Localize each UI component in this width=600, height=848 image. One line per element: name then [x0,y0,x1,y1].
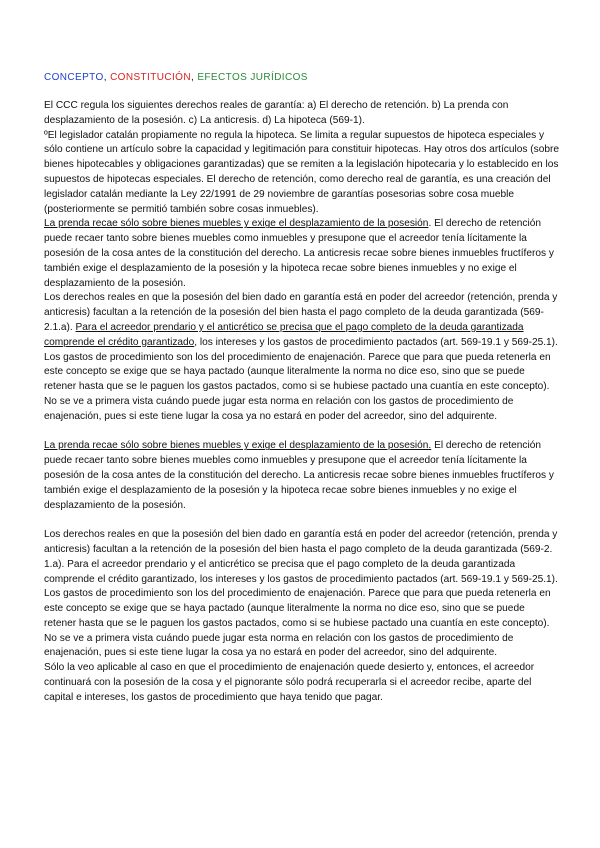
paragraph-text: , los intereses y los gastos de procedimiento pactados (art. 569-19.1 y 569-25.1). Los gastos de procedimiento son los del procedimiento de enajenación. Parece que para que pueda retenerla en este concepto se exige que se haya pactado (aunque literalmente la norma no dice eso, sino que se puede retener hasta que se le paguen los gastos pactados, como si se hubiese pactado una cuantía en este concepto). No se ve a primera vista cuándo puede jugar esta norma en relación con los gastos de procedimiento de enajenación, pues si este tiene lugar la cosa ya no estará en poder del acreedor, sino del adquirente. [44,336,558,422]
paragraph-spacer [44,425,559,440]
paragraph-spacer [44,513,559,528]
underlined-text: La prenda recae sólo sobre bienes muebles y exige el desplazamiento de la posesión [44,218,429,230]
underlined-text: Para el acreedor prendario y el anticrético se precisa que el pago completo de la deuda garantizada comprende el crédito garantizado [44,321,524,348]
paragraph-derechos-reales: El CCC regula los siguientes derechos reales de garantía: a) El derecho de retención. b) La prenda con desplazamiento de la posesión. c) La anticresis. d) La hipoteca (569-1). [44,100,509,126]
paragraph-prenda-repeat [44,439,559,513]
heading-efectos-juridicos: EFECTOS JURÍDICOS [197,72,308,83]
section-heading [44,72,308,83]
paragraph-retencion-repeat: Los derechos reales en que la posesión del bien dado en garantía está en poder del acreedor (retención, prenda y anticresis) facultan a la retención de la posesión del bien hasta el pago completo de la deuda garantizada (569-2. [44,529,558,555]
document-body [44,99,559,706]
heading-separator: , [190,72,198,83]
paragraph-retencion-posesion [44,291,559,424]
heading-constitucion: CONSTITUCIÓN [110,72,191,83]
heading-separator: , [103,72,111,83]
paragraph-text: El derecho de retención puede recaer tanto sobre bienes muebles como inmuebles y presupone que el acreedor tenía lícitamente la posesión de la cosa antes de la constitución del derecho. La anticresis recae sobre bienes inmuebles fructíferos y también exige el desplazamiento de la posesión y la hipoteca recae sobre bienes inmuebles y no exige el desplazamiento de la posesión. [44,440,554,511]
paragraph-conclusion: Sólo la veo aplicable al caso en que el procedimiento de enajenación quede desierto y, entonces, el acreedor continuará con la posesión de la cosa y el pignorante sólo podrá recuperarla si el acreedor recibe, aparte del capital e intereses, los gastos de procedimiento que haya tenido que pagar. [44,662,535,703]
paragraph-text: Los derechos reales en que la posesión del bien dado en garantía está en poder del acreedor (retención, prenda y anticresis) facultan a la retención de la posesión del bien hasta el pago completo de la deuda garantizada (569-2.1.a). [44,292,558,333]
paragraph-text: . El derecho de retención puede recaer tanto sobre bienes muebles como inmuebles y presupone que el acreedor tenía lícitamente la posesión de la cosa antes de la constitución del derecho. La anticresis recae sobre bienes inmuebles fructíferos y también exige el desplazamiento de la posesión y la hipoteca recae sobre bienes inmuebles y no exige el desplazamiento de la posesión. [44,218,554,289]
heading-concepto: CONCEPTO [44,72,104,83]
underlined-text: La prenda recae sólo sobre bienes muebles y exige el desplazamiento de la posesión. [44,440,432,452]
paragraph-prenda [44,217,559,291]
paragraph-hipoteca: ºEl legislador catalán propiamente no regula la hipoteca. Se limita a regular supuestos de hipoteca especiales y sólo contiene un artículo sobre la capacidad y legitimación para constituir hipotecas. Hay otros dos artículos (sobre bienes hipotecables y obligaciones garantizadas) que se remiten a la legislación hipotecaria y lo establecido en los supuestos de hipotecas especiales. El derecho de retención, como derecho real de garantía, es una creación del legislador catalán mediante la Ley 22/1991 de 29 noviembre de garantías posesorias sobre cosa mueble (posteriormente se permitió también sobre cosas inmuebles). [44,129,559,215]
paragraph-acreedor-prendario: 1.a). Para el acreedor prendario y el anticrético se precisa que el pago completo de la deuda garantizada comprende el crédito garantizado, los intereses y los gastos de procedimiento pactados (art. 569-19.1 y 569-25.1). Los gastos de procedimiento son los del procedimiento de enajenación. Parece que para que pueda retenerla en este concepto se exige que se haya pactado (aunque literalmente la norma no dice eso, sino que se puede retener hasta que se le paguen los gastos pactados, como si se hubiese pactado una cuantía en este concepto). No se ve a primera vista cuándo puede jugar esta norma en relación con los gastos de procedimiento de enajenación, pues si este tiene lugar la cosa ya no estará en poder del acreedor, sino del adquirente. [44,558,558,659]
